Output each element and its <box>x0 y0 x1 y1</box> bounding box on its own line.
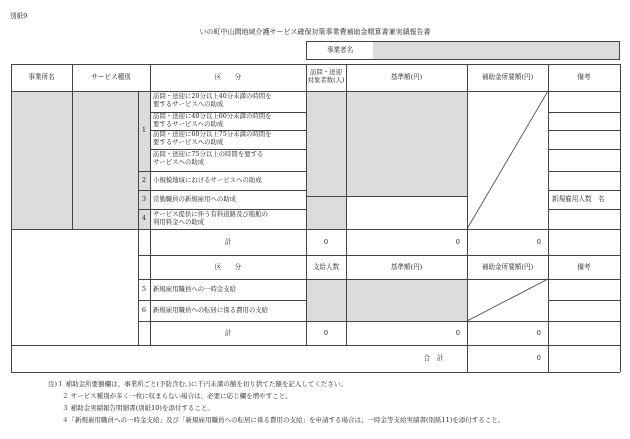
subtotal-2-required: 0 <box>536 329 541 337</box>
subtotal-1-base: 0 <box>455 238 460 246</box>
row-number-4: 4 <box>141 214 147 222</box>
header-remarks: 備考 <box>577 73 591 81</box>
header2-base: 基準額(円) <box>390 263 423 271</box>
subtotal-1-label: 計 <box>224 238 232 246</box>
header-users: 訪問・送迎 対象者数(人) <box>307 68 345 84</box>
row-1c-text: 訪問・送迎に60分以上75分未満の時間を 要するサービスへの助成 <box>153 130 272 146</box>
header2-users: 支給人数 <box>312 263 340 271</box>
header2-remarks: 備考 <box>577 263 591 271</box>
remark-new-hire: 新規雇用人数 名 <box>552 195 605 203</box>
total-label: 合 計 <box>423 354 444 362</box>
header-office: 事業所名 <box>28 73 55 81</box>
note-1: 注)１ 補助金所要額欄は、事業所ごと(予防含む。)に千円未満の額を切り捨てた額を記入してください。 <box>48 380 347 388</box>
subtotal-1-required: 0 <box>536 238 541 246</box>
operator-label: 事業者名 <box>326 46 354 54</box>
note-4: ４「新規雇用職員への一時金支給」及び「新規雇用職員への転居に係る費用の支給」を申請する場合は、一時金等支給実績書(別紙11)を添付すること。 <box>62 416 505 424</box>
subtotal-2-base: 0 <box>455 329 460 337</box>
row-2-text: 小規模地域におけるサービスへの助成 <box>153 176 262 184</box>
row-4-text: サービス提供に伴う有料道路及び船舶の 利用料金への助成 <box>153 210 269 226</box>
row-number-5: 5 <box>141 285 147 293</box>
row-number-3: 3 <box>141 195 147 203</box>
subtotal-1-users: 0 <box>323 238 329 246</box>
header-required: 補助金所要額(円) <box>481 73 534 81</box>
subtotal-2-users: 0 <box>323 329 329 337</box>
row-1b-text: 訪問・送迎に40分以上60分未満の時間を 要するサービスへの助成 <box>153 112 272 128</box>
form-number: 別紙9 <box>10 12 28 20</box>
row-1a-text: 訪問・送迎に20分以上40分未満の時間を 要するサービスへの助成 <box>153 92 272 108</box>
header-category: 区 分 <box>214 73 242 81</box>
total-value: 0 <box>536 354 541 362</box>
row-number-2: 2 <box>141 176 147 184</box>
page-title: いの町中山間地域介護サービス確保対策事業費補助金精算書兼実績報告書 <box>199 28 431 36</box>
row-1d-text: 訪問・送迎に75分以上の時間を要する サービスへの助成 <box>153 150 264 166</box>
header-service: サービス種別 <box>91 73 131 81</box>
row-6-text: 新規雇用職員への転居に係る費用の支給 <box>153 306 269 314</box>
note-3: ３ 補助金実績報告明細書(別紙10)を添付すること。 <box>62 404 214 412</box>
row-number-6: 6 <box>141 306 147 314</box>
header-base: 基準額(円) <box>390 73 423 81</box>
row-number-1: 1 <box>141 126 147 134</box>
row-5-text: 新規雇用職員への一時金支給 <box>153 285 237 293</box>
header2-category: 区 分 <box>214 263 242 271</box>
subtotal-2-label: 計 <box>224 329 232 337</box>
note-2: ２ サービス種別が多く一枚に収まらない場合は、必要に応じ欄を増やすこと。 <box>62 392 292 400</box>
header2-required: 補助金所要額(円) <box>481 263 534 271</box>
row-3-text: 常勤職員の新規雇用への助成 <box>153 195 237 203</box>
